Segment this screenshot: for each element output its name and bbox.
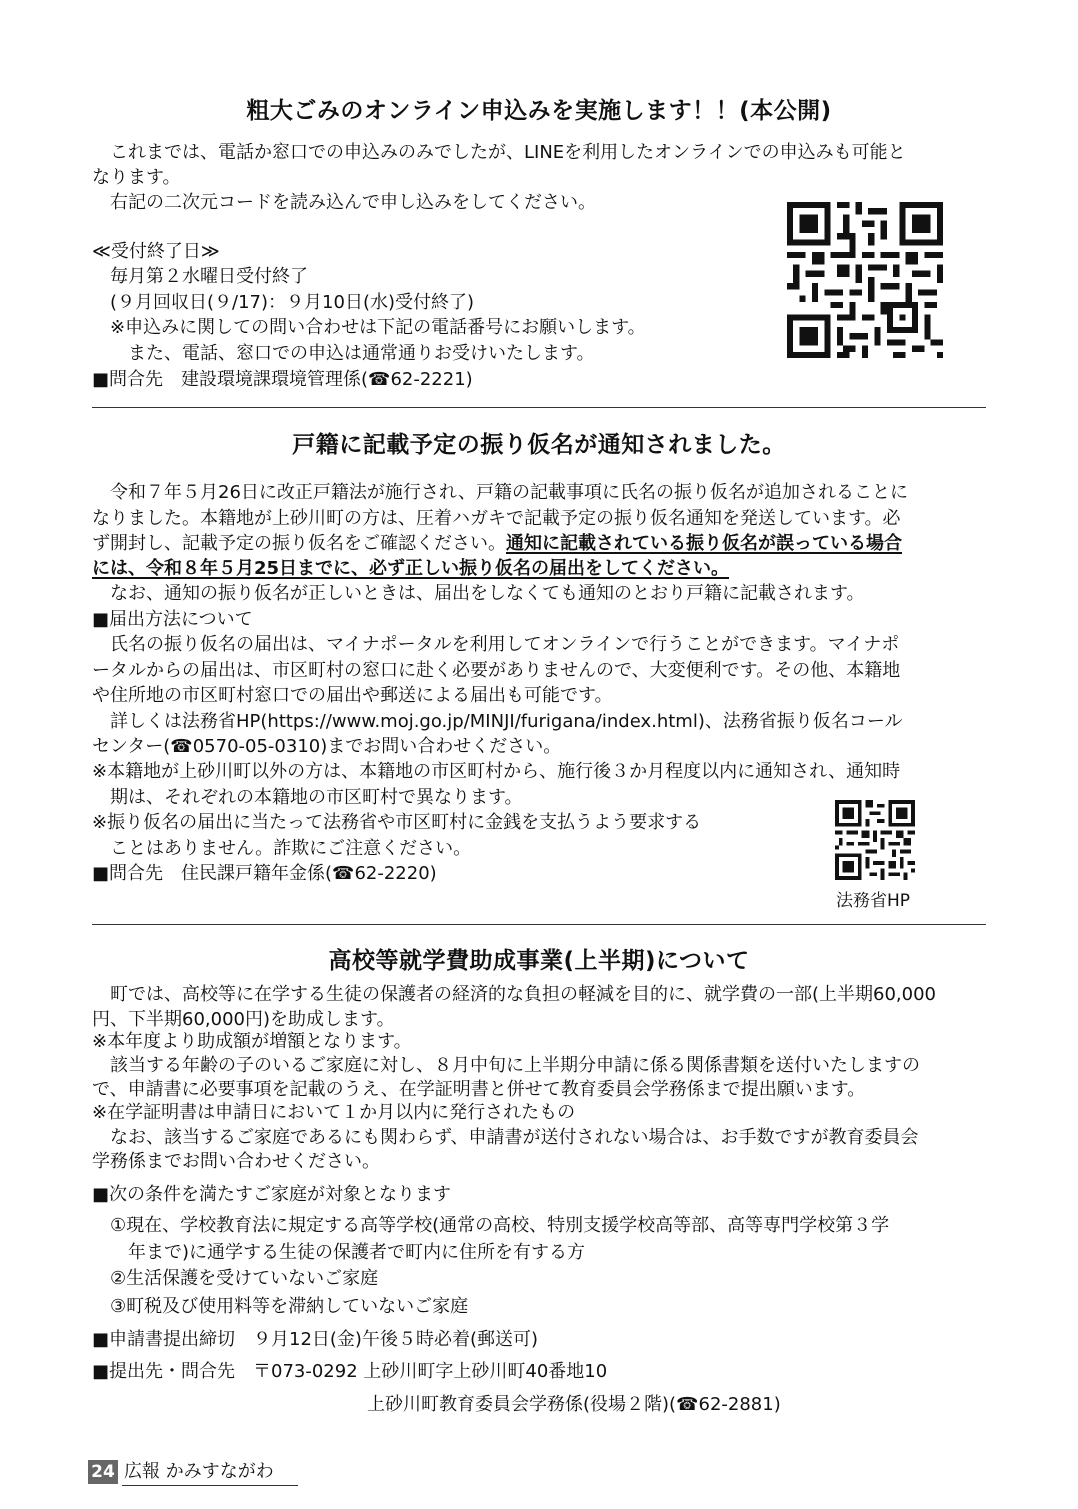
section3-line: ※本年度より助成額が増額となります。: [92, 1031, 412, 1052]
section3-line: で、申請書に必要事項を記載のうえ、在学証明書と併せて教育委員会学務係まで提出願います。: [92, 1079, 866, 1100]
section3-line: 学務係までお問い合わせください。: [92, 1151, 380, 1172]
section3-subheading: ■次の条件を満たすご家庭が対象となります: [92, 1184, 452, 1205]
section1-line: なります。: [92, 167, 181, 188]
section1-title: 粗大ごみのオンライン申込みを実施します！！(本公開): [246, 98, 832, 124]
section2-contact: ■問合先 住民課戸籍年金係(☎62-2220): [92, 863, 437, 884]
address-line: ■提出先・問合先 〒073-0292 上砂川町字上砂川町40番地10: [92, 1361, 608, 1382]
page-number: 24: [88, 1460, 118, 1484]
section1-line: (９月回収日(９/17)：９月10日(水)受付終了): [110, 292, 475, 313]
section2-line: 詳しくは法務省HP(https://www.moj.go.jp/MINJI/furigana/index.html)、法務省振り仮名コール: [110, 711, 903, 732]
line-qr-code-icon[interactable]: [786, 202, 944, 358]
section1-line: ※申込みに関しての問い合わせは下記の電話番号にお願いします。: [110, 317, 646, 338]
section1-heading: ≪受付終了日≫: [92, 241, 220, 262]
section2-line: 令和７年５月26日に改正戸籍法が施行され、戸籍の記載事項に氏名の振り仮名が追加されることに: [110, 482, 908, 503]
condition-item: 年まで)に通学する生徒の保護者で町内に住所を有する方: [128, 1242, 586, 1263]
section2-line: なりました。本籍地が上砂川町の方は、圧着ハガキで記載予定の振り仮名通知を発送しています。必: [92, 508, 901, 529]
section3-line: 町では、高校等に在学する生徒の保護者の経済的な負担の軽減を目的に、就学費の一部(上半期60,000: [110, 984, 937, 1005]
office-line: 上砂川町教育委員会学務係(役場２階)(☎62-2881): [367, 1394, 781, 1415]
section2-line: [92, 532, 902, 556]
condition-item: ②生活保護を受けていないご家庭: [110, 1268, 379, 1289]
moj-qr-code-icon[interactable]: [834, 800, 916, 880]
condition-item: ①現在、学校教育法に規定する高等学校(通常の高校、特別支援学校高等部、高等専門学校第３学: [110, 1215, 890, 1236]
deadline-line: ■申請書提出締切 ９月12日(金)午後５時必着(郵送可): [92, 1329, 538, 1350]
section1-contact: ■問合先 建設環境課環境管理係(☎62-2221): [92, 369, 473, 390]
section2-line: ※振り仮名の届出に当たって法務省や市区町村に金銭を支払うよう要求する: [92, 812, 702, 833]
section-divider: [92, 924, 986, 925]
condition-item: ③町税及び使用料等を滞納していないご家庭: [110, 1296, 469, 1317]
section2-title: 戸籍に記載予定の振り仮名が通知されました。: [292, 432, 786, 458]
section2-line: 氏名の振り仮名の届出は、マイナポータルを利用してオンラインで行うことができます。マイナポ: [110, 634, 900, 655]
section1-line: これまでは、電話か窓口での申込みのみでしたが、LINEを利用したオンラインでの申込みも可能と: [110, 142, 906, 163]
section3-line: なお、該当するご家庭であるにも関わらず、申請書が送付されない場合は、お手数ですが教育委員会: [110, 1127, 919, 1148]
section2-line-text: ず開封し、記載予定の振り仮名をご確認ください。: [92, 533, 506, 554]
underlined-notice: には、令和８年５月25日までに、必ず正しい振り仮名の届出をしてください。: [92, 558, 730, 579]
publication-name: 広報 かみすながわ: [124, 1461, 274, 1482]
section1-line: 毎月第２水曜日受付終了: [110, 266, 308, 287]
section1-line: また、電話、窓口での申込は通常通りお受けいたします。: [128, 343, 595, 364]
section3-line: 該当する年齢の子のいるご家庭に対し、８月中旬に上半期分申請に係る関係書類を送付いたしますの: [110, 1055, 920, 1076]
section3-title: 高校等就学費助成事業(上半期)について: [328, 948, 750, 974]
qr-caption: 法務省HP: [836, 891, 911, 911]
section3-line: ※在学証明書は申請日において１か月以内に発行されたもの: [92, 1102, 576, 1123]
section2-line: ※本籍地が上砂川町以外の方は、本籍地の市区町村から、施行後３か月程度以内に通知され、通知時: [92, 761, 901, 782]
section1-line: 右記の二次元コードを読み込んで申し込みをしてください。: [110, 192, 596, 213]
section2-line: 期は、それぞれの本籍地の市区町村で異なります。: [110, 787, 523, 808]
section2-line: や住所地の市区町村窓口での届出や郵送による届出も可能です。: [92, 685, 613, 706]
section2-subheading: ■届出方法について: [92, 609, 253, 630]
footer-rule: [122, 1485, 298, 1486]
section2-line: なお、通知の振り仮名が正しいときは、届出をしなくても通知のとおり戸籍に記載されます。: [110, 583, 865, 604]
section2-line: ことはありません。詐欺にご注意ください。: [110, 838, 472, 859]
section2-line: ータルからの届出は、市区町村の窓口に赴く必要がありませんので、大変便利です。その他、本籍地: [92, 660, 901, 681]
underlined-notice: 通知に記載されている振り仮名が誤っている場合: [506, 533, 902, 554]
section-divider: [92, 407, 986, 408]
section2-line: センター(☎0570-05-0310)までお問い合わせください。: [92, 736, 562, 757]
section3-line: 円、下半期60,000円)を助成します。: [92, 1009, 395, 1030]
